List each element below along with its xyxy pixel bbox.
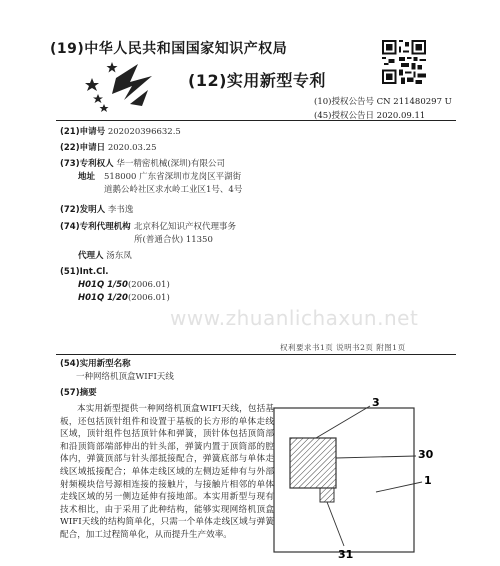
application-number-row (60, 126, 181, 138)
grounding-tab (320, 488, 334, 502)
publication-date: 2020.09.11 (376, 111, 426, 121)
figure-label: 30 (418, 448, 434, 461)
utility-model-title: 一种网络机顶盒WIFI天线 (76, 372, 174, 382)
ipc-version: (2006.01) (127, 280, 170, 290)
filing-date-label: (22)申请日 (60, 143, 106, 153)
ipc-code: H01Q 1/50 (78, 280, 128, 290)
watermark-text: www.zhuanlichaxun.net (170, 306, 419, 330)
ipc-item (78, 279, 170, 291)
agency-line-1: 北京科亿知识产权代理事务 (134, 222, 237, 232)
figure-label: 3 (372, 396, 380, 409)
agent-row (78, 250, 132, 262)
publication-number: CN 211480297 U (376, 97, 452, 107)
inventor: 李书逸 (107, 205, 134, 215)
ipc-code: H01Q 1/20 (78, 293, 128, 303)
filing-date: 2020.03.25 (107, 143, 157, 153)
filing-date-row (60, 142, 156, 154)
patentee-row (60, 158, 225, 170)
publication-number-row (314, 95, 452, 107)
ipc-label: (51)Int.Cl. (60, 267, 109, 277)
agent-label: 代理人 (78, 251, 104, 261)
page-count-info: 权利要求书1页 说明书2页 附图1页 (280, 343, 406, 352)
application-number: 202020396632.5 (107, 127, 181, 137)
patentee: 华一精密机械(深圳)有限公司 (116, 159, 225, 169)
inventor-row (60, 204, 133, 216)
office-header: (19)中华人民共和国国家知识产权局 (50, 41, 288, 57)
abstract-label: (57)摘要 (60, 388, 97, 398)
antenna-figure (272, 384, 454, 560)
inventor-label: (72)发明人 (60, 205, 106, 215)
header-divider (56, 120, 456, 121)
ipc-version: (2006.01) (127, 293, 170, 303)
section-divider (56, 354, 456, 355)
trace-region (290, 438, 336, 488)
figure-label: 1 (424, 474, 432, 487)
publication-date-label: (45)授权公告日 (314, 111, 374, 121)
address-line-1: 518000 广东省深圳市龙岗区平湖街 (104, 172, 242, 182)
abstract-text: 本实用新型提供一种网络机顶盒WIFI天线，包括基板，还包括顶针组件和设置于基板的长方形的单体走线区域，顶针组件包括顶针体和弹簧，顶针体包括顶筒部和沿顶筒部端部伸出的针头部，弹簧内置于顶筒部的腔体内，弹簧顶部与针头部抵接配合，弹簧底部与单体走线区域抵接配合；单体走线区域的左侧边延伸有与外部射频模块信号源相连接的接触片，与接触片相邻的单体走线区域的另一侧边延伸有接地部。本实用新型与现有技术相比，由于采用了此种结构，能够实现网络机顶盒WIFI天线的结构简单化，只需一个单体走线区域与弹簧配合，加工过程简单化，从而提升生产效率。 (60, 404, 274, 540)
publication-number-label: (10)授权公告号 (314, 97, 374, 107)
title-section-label: (54)实用新型名称 (60, 359, 131, 369)
ipc-item (78, 292, 170, 304)
agency-label: (74)专利代理机构 (60, 222, 131, 232)
agency-line-2: 所(普通合伙) 11350 (134, 235, 213, 245)
document-type-title: (12)实用新型专利 (188, 71, 326, 90)
application-number-label: (21)申请号 (60, 127, 106, 137)
agent: 汤东凤 (106, 251, 132, 261)
figure-label: 31 (338, 548, 354, 560)
address-label: 地址 (78, 172, 96, 182)
national-emblem-logo (82, 60, 172, 118)
qr-code-icon (382, 40, 426, 84)
patentee-label: (73)专利权人 (60, 159, 114, 169)
address-line-2: 道鹅公岭社区求水岭工业区1号、4号 (104, 185, 243, 195)
